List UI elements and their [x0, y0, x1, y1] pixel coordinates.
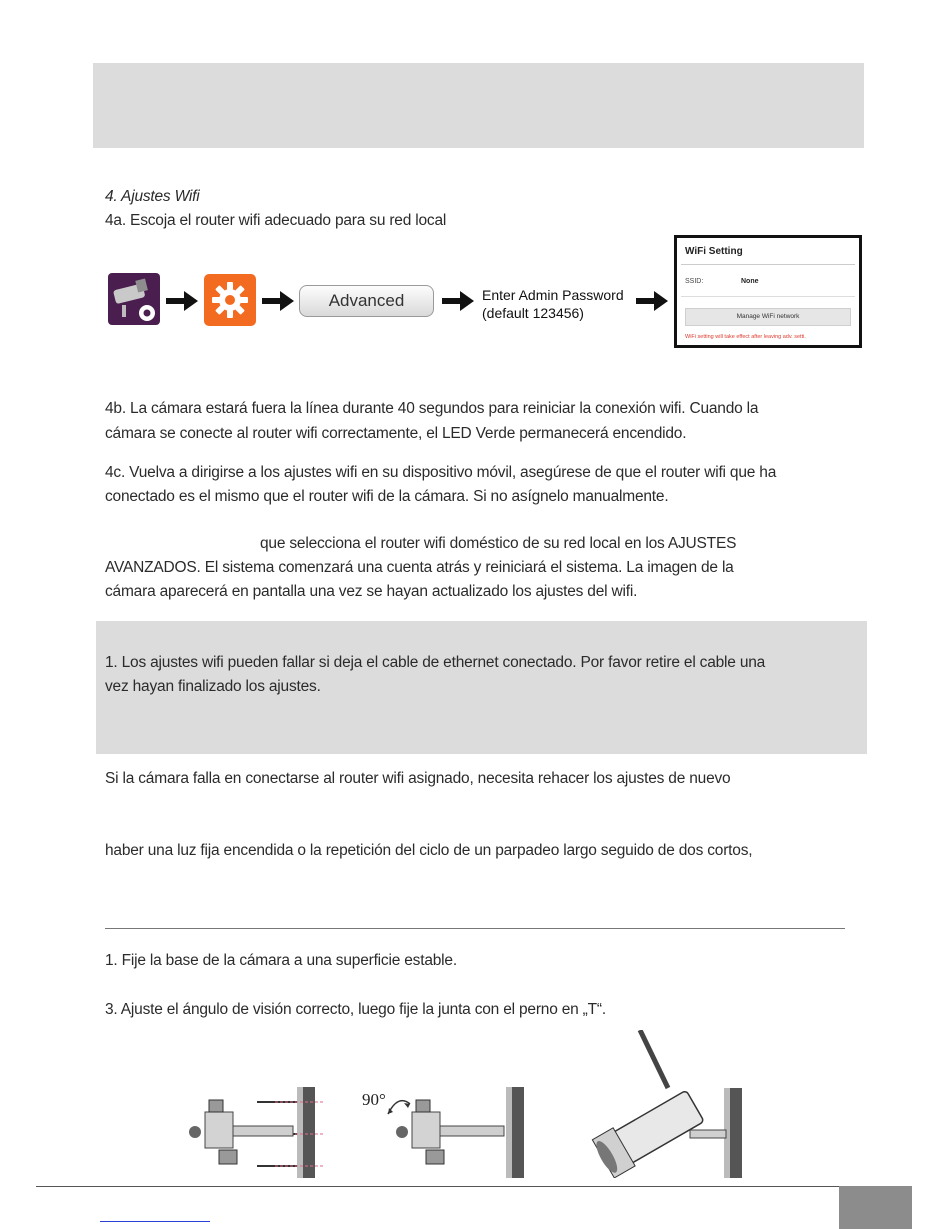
section-title: 4. Ajustes Wifi: [105, 188, 200, 205]
mount-bracket-rotated-illustration: [392, 1082, 532, 1178]
page-number-tab: [839, 1186, 912, 1229]
admin-password-line1: Enter Admin Password: [482, 287, 624, 303]
wifi-setting-panel: [674, 235, 862, 348]
settings-gear-icon[interactable]: [204, 274, 256, 326]
footer-line: [36, 1186, 912, 1187]
paragraph-4c-line1: 4c. Vuelva a dirigirse a los ajustes wifi en su dispositivo móvil, asegúrese de que el router wifi que ha: [105, 464, 777, 481]
wifi-setting-note: WiFi setting will take effect after leaving adv. setti.: [685, 334, 806, 340]
footer-link[interactable]: [100, 1221, 210, 1222]
step-4a-text: 4a. Escoja el router wifi adecuado para su red local: [105, 212, 447, 229]
arrow-right-icon: [164, 288, 200, 319]
admin-password-label: [482, 286, 624, 322]
mounted-camera-illustration: [590, 1030, 760, 1178]
ssid-label: SSID:: [685, 278, 704, 285]
wifi-setting-title: WiFi Setting: [685, 246, 743, 257]
arrow-right-icon: [260, 288, 296, 319]
paragraph-advanced-line3: cámara aparecerá en pantalla una vez se hayan actualizado los ajustes del wifi.: [105, 583, 638, 600]
retry-text-line1: Si la cámara falla en conectarse al router wifi asignado, necesita rehacer los ajustes de nuevo: [105, 770, 731, 787]
paragraph-advanced-line2: AVANZADOS. El sistema comenzará una cuenta atrás y reiniciará el sistema. La imagen de la: [105, 559, 734, 576]
camera-app-icon: [108, 273, 160, 325]
angle-label: 90°: [362, 1090, 386, 1109]
retry-text-line2: haber una luz fija encendida o la repetición del ciclo de un parpadeo largo seguido de dos cortos,: [105, 842, 753, 859]
paragraph-4c-line2: conectado es el mismo que el router wifi de la cámara. Si no asígnelo manualmente.: [105, 488, 669, 505]
note-line2: vez hayan finalizado los ajustes.: [105, 678, 321, 695]
manage-wifi-button[interactable]: Manage WiFi network: [685, 308, 851, 326]
mount-step-1: 1. Fije la base de la cámara a una superficie estable.: [105, 952, 457, 969]
paragraph-advanced-line1: que selecciona el router wifi doméstico de su red local en los AJUSTES: [260, 535, 737, 552]
paragraph-4b-line1: 4b. La cámara estará fuera la línea durante 40 segundos para reiniciar la conexión wifi. Cuando la: [105, 400, 759, 417]
paragraph-4b-line2: cámara se conecte al router wifi correctamente, el LED Verde permanecerá encendido.: [105, 425, 687, 442]
arrow-right-icon: [440, 288, 476, 319]
arrow-right-icon: [634, 288, 670, 319]
note-line1: 1. Los ajustes wifi pueden fallar si deja el cable de ethernet conectado. Por favor retire el cable una: [105, 654, 766, 671]
mount-bracket-illustration: [185, 1082, 335, 1178]
section-divider: [105, 928, 845, 929]
admin-password-line2: (default 123456): [482, 305, 584, 321]
advanced-button[interactable]: Advanced: [299, 285, 434, 317]
ssid-value: None: [741, 278, 759, 285]
mount-step-3: 3. Ajuste el ángulo de visión correcto, luego fije la junta con el perno en „T“.: [105, 1001, 606, 1018]
header-box: [93, 63, 864, 148]
